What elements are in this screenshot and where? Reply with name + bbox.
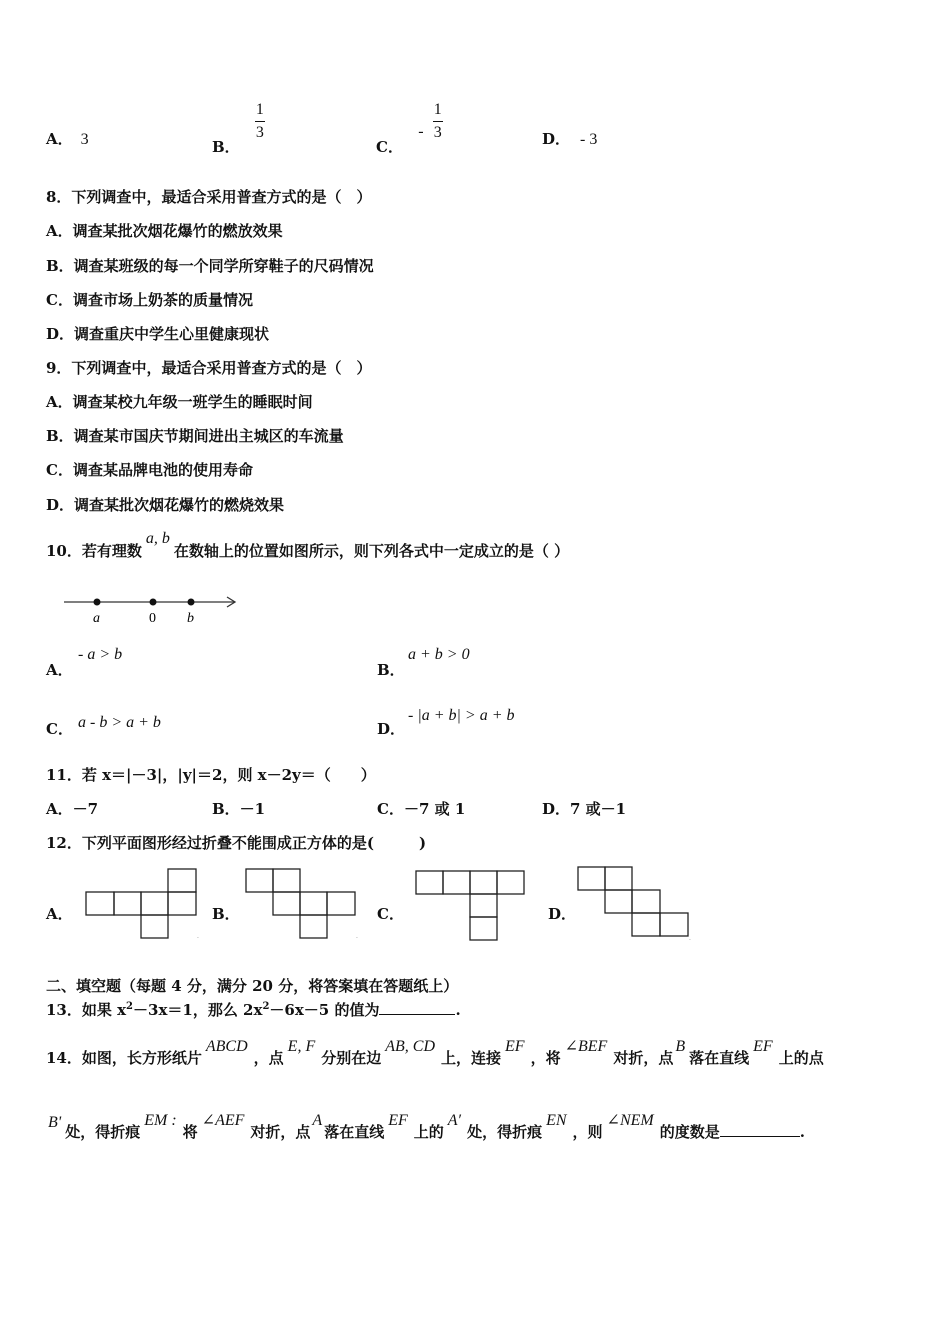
q7-option-a: A． 3 xyxy=(46,130,89,148)
point-0 xyxy=(150,599,157,606)
q10-option-c-label: C． xyxy=(46,720,73,738)
q8-option-d: D．调查重庆中学生心里健康现状 xyxy=(46,325,270,343)
q9-option-c: C．调查某品牌电池的使用寿命 xyxy=(46,461,253,479)
q10-option-b-expr: a + b > 0 xyxy=(408,646,470,663)
q14-line-1: 14．如图，长方形纸片ABCD，点E, F分别在边AB, CD上，连接EF，将∠BEF对折，点B落在直线EF上的点 xyxy=(46,1038,824,1067)
q11-option-b: B．－1 xyxy=(212,800,266,818)
q7-option-b: B． $\frac{1}{3}$ xyxy=(212,101,264,156)
q10-option-a-expr: - a > b xyxy=(78,646,123,663)
q12-net-c xyxy=(416,870,528,944)
q10-option-a-label: A． xyxy=(46,661,73,679)
label-a: a xyxy=(93,611,100,626)
q7-a-value: 3 xyxy=(80,131,89,148)
q13-answer-blank[interactable] xyxy=(379,1000,455,1015)
q10-option-d-expr: - |a + b| > a + b xyxy=(408,707,515,724)
q9-stem: 9．下列调查中，最适合采用普查方式的是（ ） xyxy=(46,359,372,377)
q12-label-c: C． xyxy=(377,905,404,923)
svg-text:.: . xyxy=(197,933,199,940)
q9-option-b: B．调查某市国庆节期间进出主城区的车流量 xyxy=(46,427,344,445)
q12-net-d xyxy=(578,866,694,940)
q14-answer-blank[interactable] xyxy=(720,1122,800,1137)
q14-line-2: B'处，得折痕EM :将∠AEF对折，点A落在直线EF上的A′处，得折痕EN，则∠NEM的度数是 . xyxy=(48,1112,805,1141)
svg-text:.: . xyxy=(356,933,358,940)
point-a xyxy=(94,599,101,606)
q12-stem: 12．下列平面图形经过折叠不能围成正方体的是( ) xyxy=(46,834,427,852)
q9-option-d: D．调查某批次烟花爆竹的燃烧效果 xyxy=(46,496,285,514)
q8-option-c: C．调查市场上奶茶的质量情况 xyxy=(46,291,253,309)
q11-option-a: A．－7 xyxy=(46,800,99,818)
q11-option-d: D．7 或－1 xyxy=(542,800,627,818)
q8-option-b: B．调查某班级的每一个同学所穿鞋子的尺码情况 xyxy=(46,257,374,275)
q7-option-d: D． - 3 xyxy=(542,130,598,148)
q11-option-c: C．－7 或 1 xyxy=(377,800,466,818)
q10-option-b-label: B． xyxy=(377,661,405,679)
label-b: b xyxy=(187,611,194,626)
q10-stem: 10．若有理数a, b在数轴上的位置如图所示，则下列各式中一定成立的是（ ） xyxy=(46,530,570,560)
q7-option-c: C． - $\frac{1}{3}$ xyxy=(376,101,442,156)
q12-label-d: D． xyxy=(548,905,577,923)
q9-option-a: A．调查某校九年级一班学生的睡眠时间 xyxy=(46,393,313,411)
q10-option-c-expr: a - b > a + b xyxy=(78,714,161,731)
q10-number-line xyxy=(62,592,242,628)
q7-b-fraction: $\frac{1}{3}$ xyxy=(255,101,264,141)
section-2-heading: 二、填空题（每题 4 分，满分 20 分，将答案填在答题纸上） xyxy=(46,977,459,995)
q10-option-d-label: D． xyxy=(377,720,406,738)
label-0: 0 xyxy=(149,611,156,626)
svg-text:.: . xyxy=(689,935,691,942)
q12-label-b: B． xyxy=(212,905,240,923)
q12-label-a: A． xyxy=(46,905,73,923)
q7-c-fraction: $\frac{1}{3}$ xyxy=(433,101,442,141)
q12-net-a xyxy=(86,868,202,942)
q13-stem: 13．如果 $x^2-3x=1$，那么 $2x^2-6x-5$ 的值为 . xyxy=(46,1001,461,1019)
q12-net-b xyxy=(246,868,362,942)
point-b xyxy=(188,599,195,606)
q8-option-a: A．调查某批次烟花爆竹的燃放效果 xyxy=(46,222,283,240)
q11-stem: 11．若 x＝|－3|，|y|＝2，则 x－2y＝（ ） xyxy=(46,766,376,784)
q8-stem: 8．下列调查中，最适合采用普查方式的是（ ） xyxy=(46,188,372,206)
